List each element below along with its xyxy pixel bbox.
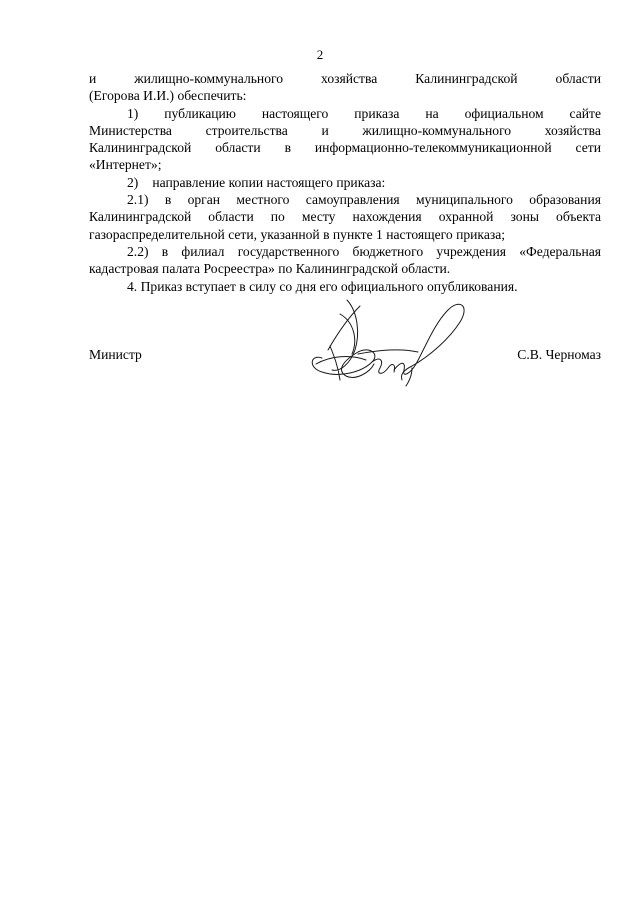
item-2-1-line-1: 2.1) в орган местного самоуправления муниципального образования — [127, 192, 601, 208]
item-2-1-line-3: газораспределительной сети, указанной в пункте 1 настоящего приказа; — [89, 226, 506, 242]
handwritten-signature — [300, 284, 475, 394]
paragraph-1-line-2: (Егорова И.И.) обеспечить: — [89, 88, 247, 104]
item-1-line-1: 1) публикацию настоящего приказа на официальном сайте — [127, 105, 602, 121]
signer-name: С.В. Черномаз — [517, 347, 601, 362]
item-2-2-line-2: кадастровая палата Росреестра» по Калининградской области. — [89, 261, 451, 277]
item-2-line: 2) направление копии настоящего приказа: — [127, 174, 386, 190]
item-2-1-line-2: Калининградской области по месту нахождения охранной зоны объекта — [89, 209, 602, 225]
item-2-2-line-1: 2.2) в филиал государственного бюджетного учреждения «Федеральная — [127, 243, 602, 259]
item-1-line-2: Министерства строительства и жилищно-коммунального хозяйства — [89, 122, 601, 138]
signature-position-label: Министр — [89, 347, 142, 362]
item-4-line: 4. Приказ вступает в силу со дня его официального опубликования. — [127, 278, 518, 294]
item-1-line-3: Калининградской области в информационно-телекоммуникационной сети — [89, 140, 601, 156]
order-body — [89, 70, 601, 295]
page-number: 2 — [316, 47, 324, 62]
paragraph-1-line-1: и жилищно-коммунального хозяйства Калининградской области — [89, 71, 601, 86]
item-1-line-4: «Интернет»; — [89, 157, 162, 173]
